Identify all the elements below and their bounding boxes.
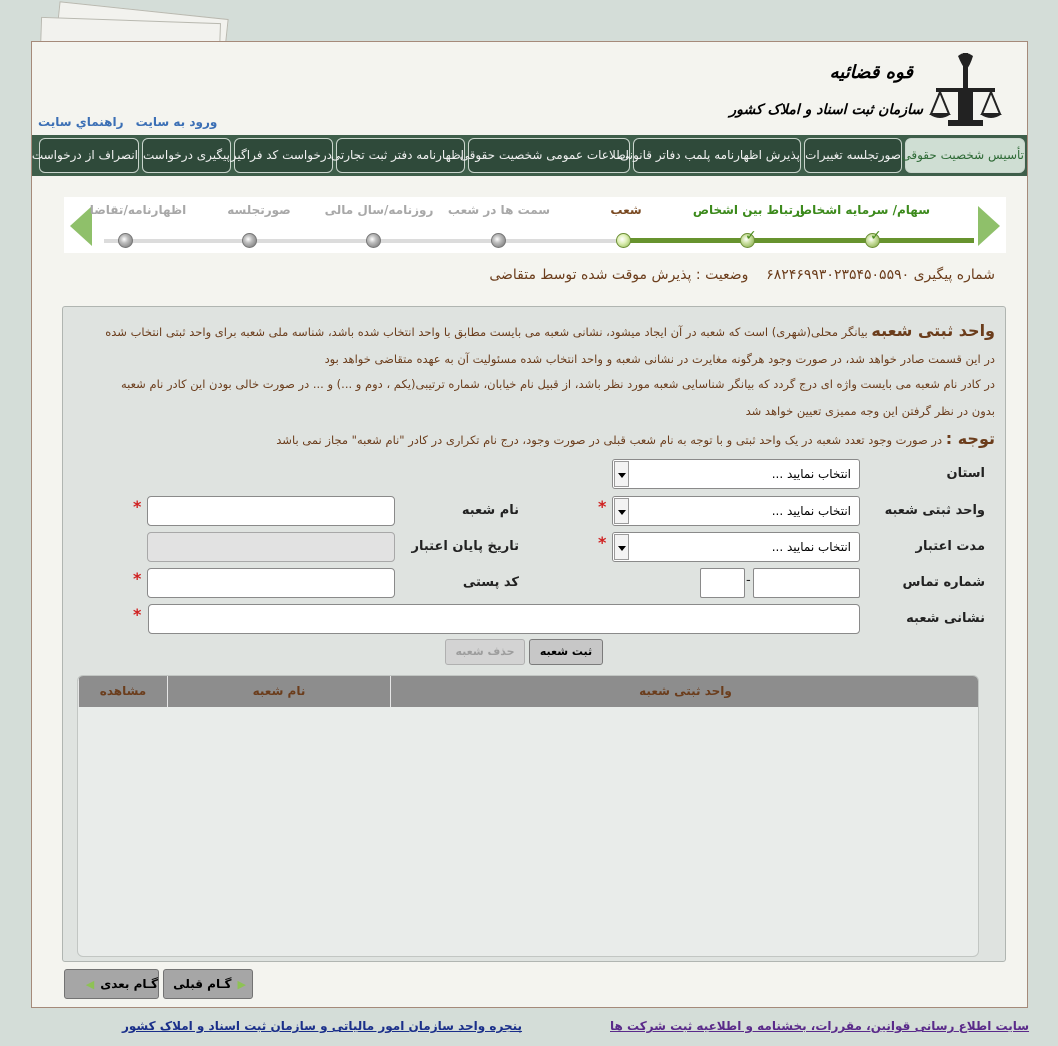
table-header <box>78 676 979 707</box>
validity-selected: انتخاب نمایید ... <box>771 540 851 554</box>
required-mark: * <box>133 605 142 624</box>
note-text: در صورت وجود تعدد شعبه در یک واحد ثبتی و با توجه به نام شعب قبلی در صورت وجود، درج نام تکراری در کادر "نام شعبه" مجاز نمی باشد <box>276 433 943 447</box>
column-header-branch-name: نام شعبه <box>167 676 390 707</box>
step-label-newspaper[interactable]: روزنامه/سال مالی <box>324 203 434 217</box>
address-label: نشانی شعبه <box>906 611 985 626</box>
menu-item-trade-register[interactable]: اظهارنامه دفتر ثبت تجارتی <box>336 138 465 173</box>
reg-unit-selected: انتخاب نمایید ... <box>771 504 851 518</box>
top-links <box>38 115 225 129</box>
scroll-right-arrow-icon[interactable] <box>978 206 1000 246</box>
note-title: توجه : <box>945 429 995 448</box>
info-note <box>95 425 995 454</box>
tracking-info <box>489 267 995 283</box>
register-branch-button[interactable]: ثبت شعبه <box>529 639 603 665</box>
phone-label: شماره تماس <box>902 575 985 590</box>
step-dot-shares[interactable] <box>865 228 882 248</box>
required-mark: * <box>598 533 607 552</box>
step-dot-newspaper[interactable] <box>366 233 381 248</box>
prev-step-label: گـام قبلی <box>173 977 232 991</box>
required-mark: * <box>133 497 142 516</box>
menu-item-universal-code[interactable]: درخواست کد فراگیر <box>234 138 333 173</box>
validity-label: مدت اعتبار <box>915 539 985 554</box>
column-header-view: مشاهده <box>78 676 167 707</box>
info-paragraph-2 <box>95 371 995 425</box>
step-label-shares[interactable]: سهام/ سرمایه اشخاص <box>796 203 930 217</box>
step-label-branches[interactable]: شعب <box>610 203 642 217</box>
info-text-1: بیانگر محلی(شهری) است که شعبه در آن ایجاد میشود، نشانی شعبه می بایست مطابق با واحد انتخاب شده باشد، شناسه ملی شعبه برای واحد ثبتی انتخاب شده در این قسمت صادر خواهد شد، در صورت وجود هرگونه مغایرت در نشانی شعبه و واحد انتخاب شده مسئولیت آن به عهده متقاضی خواهد بود <box>105 325 995 366</box>
main-frame <box>31 41 1028 1008</box>
branches-table <box>77 675 979 957</box>
branch-name-input[interactable] <box>147 496 395 526</box>
step-label-relations[interactable]: ارتباط بین اشخاص <box>692 203 804 217</box>
next-step-button[interactable] <box>64 969 159 999</box>
menu-item-book-sealing[interactable]: پذیرش اظهارنامه پلمب دفاتر قانونی <box>633 138 801 173</box>
step-progress <box>620 238 974 243</box>
logo-title: قوه قضائیه <box>829 62 913 83</box>
chevron-down-icon[interactable] <box>614 498 629 524</box>
info-paragraph-1 <box>95 317 995 373</box>
reg-unit-select[interactable] <box>612 496 860 526</box>
phone-area-code-input[interactable] <box>700 568 745 598</box>
regulations-site-link[interactable]: سایت اطلاع رسانی قوانین، مقررات، بخشنامه و اطلاعیه ثبت شرکت ها <box>610 1019 1030 1033</box>
judiciary-emblem-icon <box>928 48 1003 133</box>
branch-name-label: نام شعبه <box>461 503 519 518</box>
chevron-down-icon[interactable] <box>614 534 629 560</box>
expiry-date-label: تاریخ پایان اعتبار <box>411 539 519 554</box>
step-dot-minutes[interactable] <box>242 233 257 248</box>
delete-branch-button[interactable]: حذف شعبه <box>445 639 525 665</box>
tax-window-link[interactable]: پنجره واحد سازمان امور مالیاتی و سازمان ثبت اسناد و املاک کشور <box>122 1019 523 1033</box>
site-logo <box>729 48 1003 133</box>
required-mark: * <box>133 569 142 588</box>
menu-item-change-minutes[interactable]: صورتجلسه تغییرات <box>804 138 902 173</box>
province-label: استان <box>946 466 985 481</box>
prev-step-button[interactable] <box>163 969 253 999</box>
menu-item-establish-entity[interactable]: تأسیس شخصیت حقوقی <box>905 138 1025 173</box>
login-link[interactable]: ورود به سایت <box>135 115 218 129</box>
step-dot-declaration[interactable] <box>118 233 133 248</box>
status-value: پذیرش موقت شده توسط متقاضی <box>489 267 692 283</box>
check-icon: ✓ <box>745 228 757 244</box>
required-mark: * <box>598 497 607 516</box>
province-selected: انتخاب نمایید ... <box>771 467 851 481</box>
phone-number-input[interactable] <box>753 568 860 598</box>
arrow-left-icon: ◀ <box>85 978 95 991</box>
tracking-number: ۶۸۲۴۶۹۹۳۰۲۳۵۴۵۰۵۵۹۰ <box>766 267 910 283</box>
phone-separator: - <box>746 573 751 588</box>
check-icon: ✓ <box>870 228 882 244</box>
info-title: واحد ثبتی شعبه <box>871 321 995 340</box>
step-wizard <box>64 197 1006 253</box>
chevron-down-icon[interactable] <box>614 461 629 487</box>
reg-unit-label: واحد ثبتی شعبه <box>884 503 985 518</box>
column-header-reg-unit: واحد ثبتی شعبه <box>390 676 979 707</box>
step-dot-relations[interactable] <box>740 228 757 248</box>
expiry-date-input <box>147 532 395 562</box>
menu-item-legal-entity-info[interactable]: اطلاعات عمومی شخصیت حقوقی <box>468 138 630 173</box>
menu-item-cancel-request[interactable]: انصراف از درخواست <box>39 138 139 173</box>
postal-code-label: کد پستی <box>462 575 519 590</box>
step-dot-branches[interactable] <box>616 233 631 248</box>
info-text-2: در کادر نام شعبه می بایست واژه ای درج گردد که بیانگر شناسایی شعبه مورد نظر باشد، از قبیل نام خیابان، شماره ترتیبی(یکم ، دوم و ...) و ... در صورت خالی بودن این کادر نام شعبه بدون در نظر گرفتن این وجه ممیزی تعیین خواهد شد <box>120 377 995 418</box>
address-input[interactable] <box>148 604 860 634</box>
step-label-declaration[interactable]: اظهارنامه/تقاضا <box>89 203 187 217</box>
step-dot-branch-roles[interactable] <box>491 233 506 248</box>
status-label: وضعیت : <box>695 267 749 283</box>
help-link[interactable]: راهنماي سايت <box>38 115 124 129</box>
branch-panel <box>62 306 1006 962</box>
validity-select[interactable] <box>612 532 860 562</box>
step-label-minutes[interactable]: صورتجلسه <box>227 203 291 217</box>
step-label-branch-roles[interactable]: سمت ها در شعب <box>447 203 551 217</box>
logo-subtitle: سازمان ثبت اسناد و املاک کشور <box>729 102 923 118</box>
next-step-label: گـام بعدی <box>100 977 158 991</box>
province-select[interactable] <box>612 459 860 489</box>
postal-code-input[interactable] <box>147 568 395 598</box>
main-menu <box>32 135 1027 176</box>
menu-item-track-request[interactable]: پیگیری درخواست <box>142 138 231 173</box>
arrow-right-icon: ▶ <box>237 978 246 991</box>
tracking-label: شماره پیگیری <box>913 267 995 283</box>
